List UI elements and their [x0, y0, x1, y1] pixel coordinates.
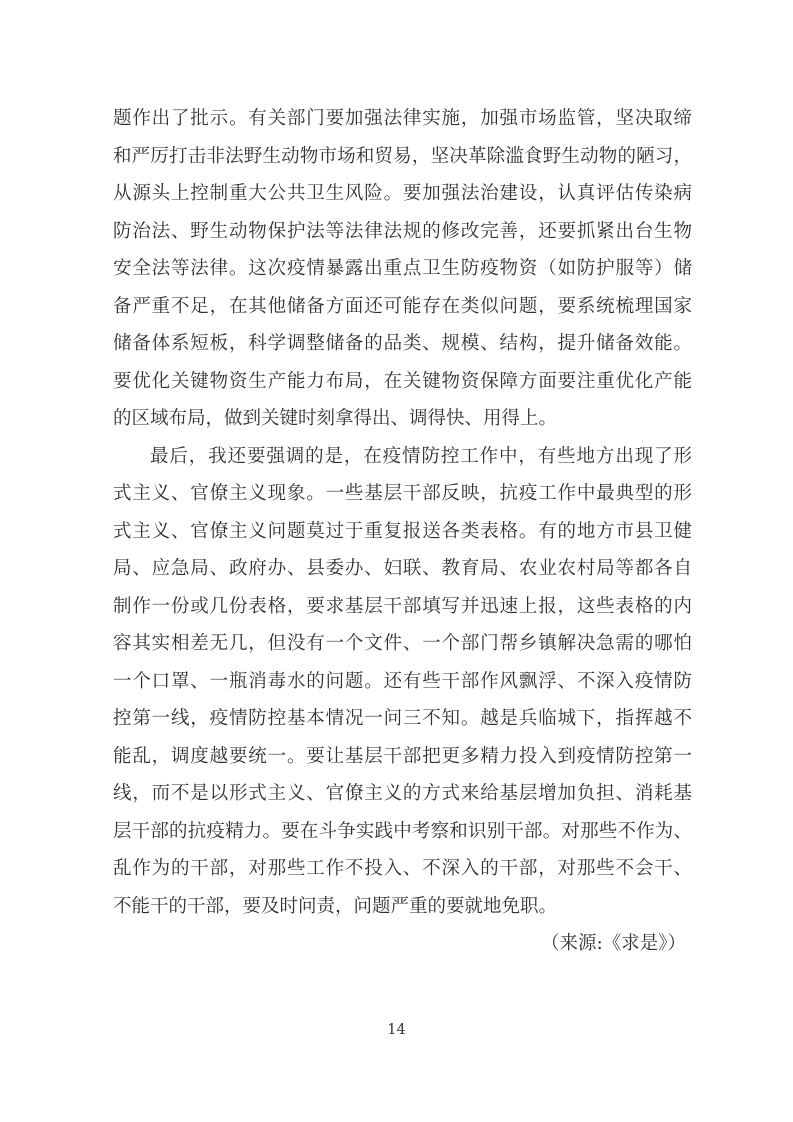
text-line: 题作出了批示。有关部门要加强法律实施，加强市场监管，坚决取缔 — [113, 108, 692, 129]
text-line: 制作一份或几份表格，要求基层干部填写并迅速上报，这些表格的内 — [113, 595, 692, 617]
text-line: 最后，我还要强调的是，在疫情防控工作中，有些地方出现了形 — [150, 445, 692, 467]
text-line: 容其实相差无几，但没有一个文件、一个部门帮乡镇解决急需的哪怕 — [113, 633, 692, 654]
text-line: 线，而不是以形式主义、官僚主义的方式来给基层增加负担、消耗基 — [113, 783, 692, 804]
text-line: 式主义、官僚主义现象。一些基层干部反映，抗疫工作中最典型的形 — [113, 483, 692, 504]
text-line: 能乱，调度越要统一。要让基层干部把更多精力投入到疫情防控第一 — [113, 745, 692, 767]
text-line: 安全法等法律。这次疫情暴露出重点卫生防疫物资（如防护服等）储 — [113, 258, 692, 279]
text-line: 要优化关键物资生产能力布局，在关键物资保障方面要注重优化产能 — [113, 370, 692, 392]
text-line: 层干部的抗疫精力。要在斗争实践中考察和识别干部。对那些不作为、 — [113, 820, 692, 842]
lines-container — [113, 100, 692, 925]
text-line: 控第一线，疫情防控基本情况一问三不知。越是兵临城下，指挥越不 — [113, 708, 692, 729]
text-line: 乱作为的干部，对那些工作不投入、不深入的干部，对那些不会干、 — [113, 858, 692, 879]
document-body — [113, 100, 692, 963]
text-line: 从源头上控制重大公共卫生风险。要加强法治建设，认真评估传染病 — [113, 183, 692, 204]
text-line: 储备体系短板，科学调整储备的品类、规模、结构，提升储备效能。 — [113, 333, 692, 354]
text-line: 的区域布局，做到关键时刻拿得出、调得快、用得上。 — [113, 408, 558, 429]
source-attribution: （来源:《求是》） — [541, 933, 686, 954]
text-line: 一个口罩、一瓶消毒水的问题。还有些干部作风飘浮、不深入疫情防 — [113, 670, 692, 692]
text-line: 局、应急局、政府办、县委办、妇联、教育局、农业农村局等都各自 — [113, 558, 692, 579]
text-line: 备严重不足，在其他储备方面还可能存在类似问题，要系统梳理国家 — [113, 295, 692, 317]
text-line: 式主义、官僚主义问题莫过于重复报送各类表格。有的地方市县卫健 — [113, 520, 692, 542]
text-line: 和严厉打击非法野生动物市场和贸易，坚决革除滥食野生动物的陋习， — [113, 145, 692, 167]
text-line: 不能干的干部，要及时问责，问题严重的要就地免职。 — [113, 895, 558, 917]
page-number: 14 — [387, 1022, 406, 1038]
text-line: 防治法、野生动物保护法等法律法规的修改完善，还要抓紧出台生物 — [113, 220, 692, 242]
